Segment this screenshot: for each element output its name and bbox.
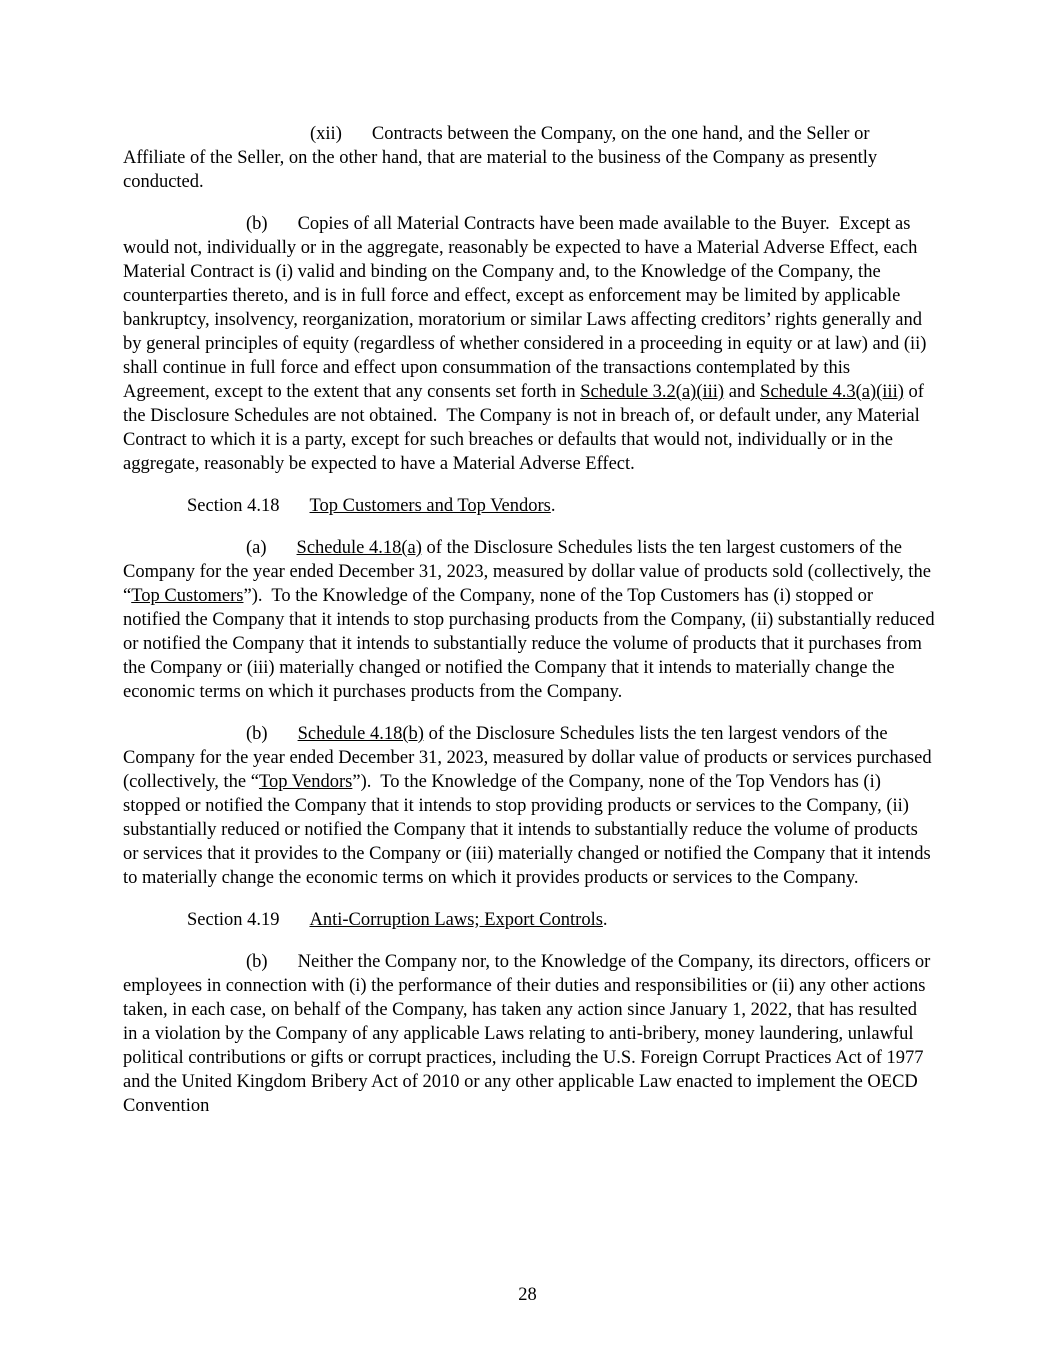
text-segment: and [724,382,761,402]
underlined-reference: Anti-Corruption Laws; Export Controls [309,910,603,930]
text-segment: ”). To the Knowledge of the Company, none of the Top Customers has (i) stopped or notified the Company that it intends to stop purchasing products from the Company, (ii) substantially reduced or notified the Company that it intends to substantially reduce the volume of products that it purchases from the Company or (iii) materially changed or notified the Company that it intends to materially change the economic terms on which it purchases products from the Company. [123,586,940,702]
text-segment: (b) [246,214,268,234]
text-segment: (b) [246,724,268,744]
text-segment: . [550,496,556,516]
clause-b-material-contracts [123,212,935,476]
clause-xii-seller-contracts [123,122,935,194]
underlined-reference: Schedule 3.2(a)(iii) [580,382,725,402]
document-body [123,122,940,1118]
page-number: 28 [518,1285,537,1305]
text-segment: Contracts between the Company, on the one hand, and the Seller or Affiliate of the Seller, on the other hand, that are material to the business of the Company as presently conducted. [123,124,882,192]
text-segment: Copies of all Material Contracts have been made available to the Buyer. Except as would not, individually or in the aggregate, reasonably be expected to have a Material Adverse Effect, each Material Contract is (i) valid and binding on the Company and, to the Knowledge of the Company, the counterparties thereto, and is in full force and effect, except as enforcement may be limited by applicable bankruptcy, insolvency, reorganization, moratorium or similar Laws affecting creditors’ rights generally and by general principles of equity (regardless of whether considered in a proceeding in equity or at law) and (ii) shall continue in full force and effect upon consummation of the transactions contemplated by this Agreement, except to the extent that any consents set forth in [123,214,932,402]
text-segment: (a) [246,538,267,558]
underlined-reference: Schedule 4.3(a)(iii) [760,382,904,402]
section-heading-4-18 [123,494,935,518]
underlined-reference: Top Customers [131,586,244,606]
text-segment: Section 4.19 [187,910,280,930]
text-segment: of the Disclosure Schedules are not obtained. The Company is not in breach of, or default under, any Material Contract to which it is a party, except for such breaches or defaults that would not, individually or in the aggregate, reasonably be expected to have a Material Adverse Effect. [123,382,929,474]
text-segment: Neither the Company nor, to the Knowledge of the Company, its directors, officers or employees in connection with (i) the performance of their duties and responsibilities or (ii) any other actions taken, in each case, on behalf of the Company, has taken any action since January 1, 2022, that has resulted in a violation by the Company of any applicable Laws relating to anti-bribery, money laundering, unlawful political contributions or gifts or corrupt practices, including the U.S. Foreign Corrupt Practices Act of 1977 and the United Kingdom Bribery Act of 2010 or any other applicable Law enacted to implement the OECD Convention [123,952,935,1116]
text-segment: of the Disclosure Schedules lists the ten largest customers of the Company for the year ended December 31, 2023, measured by dollar value of products sold (collectively, the “ [123,538,936,606]
text-segment: ”). To the Knowledge of the Company, none of the Top Vendors has (i) stopped or notified the Company that it intends to stop providing products or services to the Company, (ii) substantially reduced or notified the Company that it intends to substantially reduce the volume of products or services that it provides to the Company or (iii) materially changed or notified the Company that it intends to materially change the economic terms on which it provides products or services to the Company. [123,772,936,888]
clause-b-top-vendors [123,722,935,890]
text-segment: (xii) [310,124,342,144]
text-segment: Section 4.18 [187,496,280,516]
clause-a-top-customers [123,536,940,704]
text-segment: of the Disclosure Schedules lists the ten largest vendors of the Company for the year ended December 31, 2023, measured by dollar value of products or services purchased (collectively, the “ [123,724,937,792]
clause-b-anti-corruption [123,950,935,1118]
underlined-reference: Top Customers and Top Vendors [309,496,551,516]
underlined-reference: Top Vendors [258,772,353,792]
underlined-reference: Schedule 4.18(b) [297,724,424,744]
underlined-reference: Schedule 4.18(a) [296,538,422,558]
text-segment: (b) [246,952,268,972]
section-heading-4-19 [123,908,935,932]
text-segment: . [602,910,608,930]
